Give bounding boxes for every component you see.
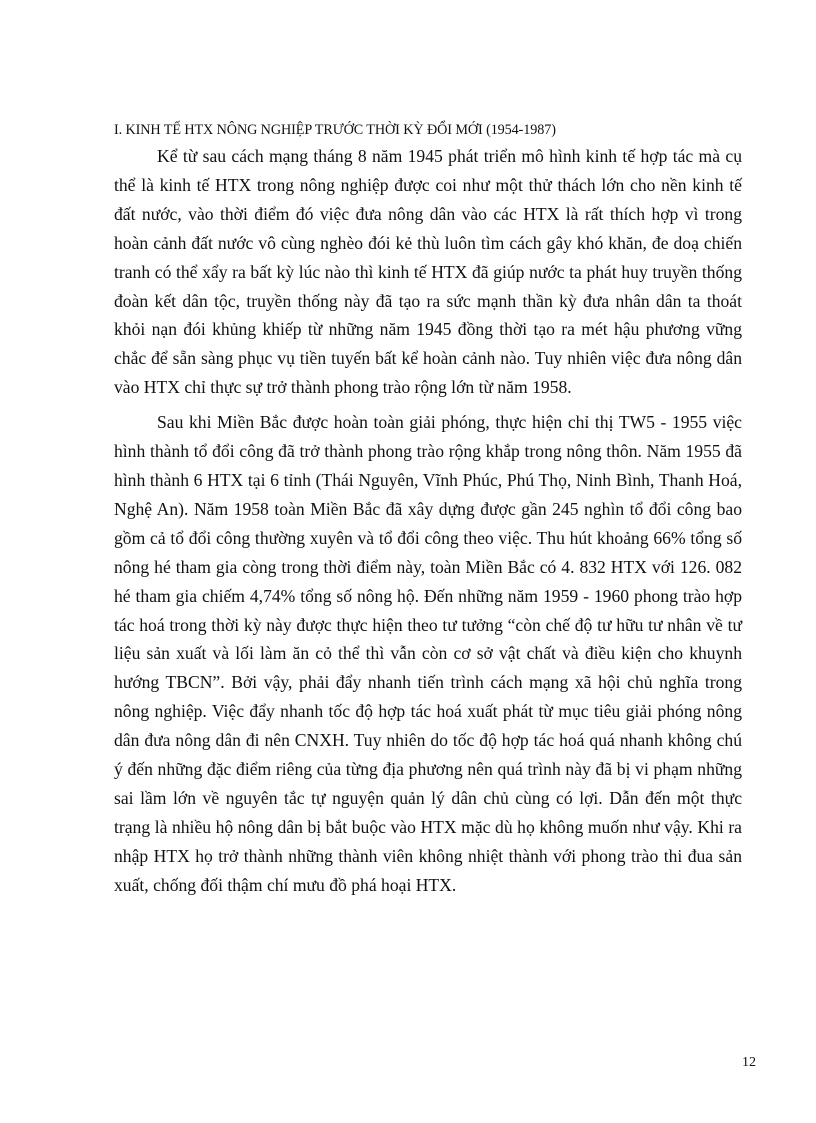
document-body [114, 118, 742, 906]
paragraph-2: Sau khi Miền Bắc được hoàn toàn giải phóng, thực hiện chỉ thị TW5 - 1955 việc hình thành tổ đổi công đã trở thành phong trào rộng khắp trong nông thôn. Năm 1955 đã hình thành 6 HTX tại 6 tỉnh (Thái Nguyên, Vĩnh Phúc, Phú Thọ, Ninh Bình, Thanh Hoá, Nghệ An). Năm 1958 toàn Miền Bắc đã xây dựng được gần 245 nghìn tổ đổi công bao gồm cả tổ đổi công thường xuyên và tổ đổi công theo việc. Thu hút khoảng 66% tổng số nông hé tham gia còng trong thời điểm này, toàn Miền Bắc có 4. 832 HTX với 126. 082 hé tham gia chiếm 4,74% tổng số nông hộ. Đến những năm 1959 - 1960 phong trào hợp tác hoá trong thời kỳ này được thực hiện theo tư tưởng “còn chế độ tư hữu tư nhân về tư liệu sản xuất và lối làm ăn cỏ thể thì vẫn còn cơ sở vật chất và điều kiện cho khuynh hướng TBCN”. Bởi vậy, phải đẩy nhanh tiến trình cách mạng xã hội chủ nghĩa trong nông nghiệp. Việc đẩy nhanh tốc độ hợp tác hoá xuất phát từ mục tiêu giải phóng nông dân đưa nông dân đi nên CNXH. Tuy nhiên do tốc độ hợp tác hoá quá nhanh không chú ý đến những đặc điểm riêng của từng địa phương nên quá trình này đã bị vi phạm những sai lầm lớn về nguyên tắc tự nguyện quản lý dân chủ cùng có lợi. Dẫn đến một thực trạng là nhiều hộ nông dân bị bắt buộc vào HTX mặc dù họ không muốn như vậy. Khi ra nhập HTX họ trở thành những thành viên không nhiệt thành với phong trào thi đua sản xuất, chống đối thậm chí mưu đồ phá hoại HTX. [114, 412, 742, 895]
paragraph-1: Kể từ sau cách mạng tháng 8 năm 1945 phát triển mô hình kinh tế hợp tác mà cụ thể là kinh tế HTX trong nông nghiệp được coi như một thử thách lớn cho nền kinh tế đất nước, vào thời điểm đó việc đưa nông dân vào các HTX là rất thích hợp vì trong hoàn cảnh đất nước vô cùng nghèo đói kẻ thù luôn tìm cách gây khó khăn, đe doạ chiến tranh có thể xẩy ra bất kỳ lúc nào thì kinh tế HTX đã giúp nước ta phát huy truyền thống đoàn kết dân tộc, truyền thống này đã tạo ra sức mạnh thần kỳ đưa nhân dân ta thoát khỏi nạn đói khủng khiếp từ những năm 1945 đồng thời tạo ra mét hậu phương vững chắc để sẵn sàng phục vụ tiền tuyến bất kể hoàn cảnh nào. Tuy nhiên việc đưa nông dân vào HTX chỉ thực sự trở thành phong trào rộng lớn từ năm 1958. [114, 146, 742, 398]
section-heading: I. KINH TẾ HTX NÔNG NGHIỆP TRƯỚC THỜI KỲ ĐỔI MỚI (1954-1987) [114, 122, 556, 138]
page-number: 12 [742, 1055, 756, 1070]
